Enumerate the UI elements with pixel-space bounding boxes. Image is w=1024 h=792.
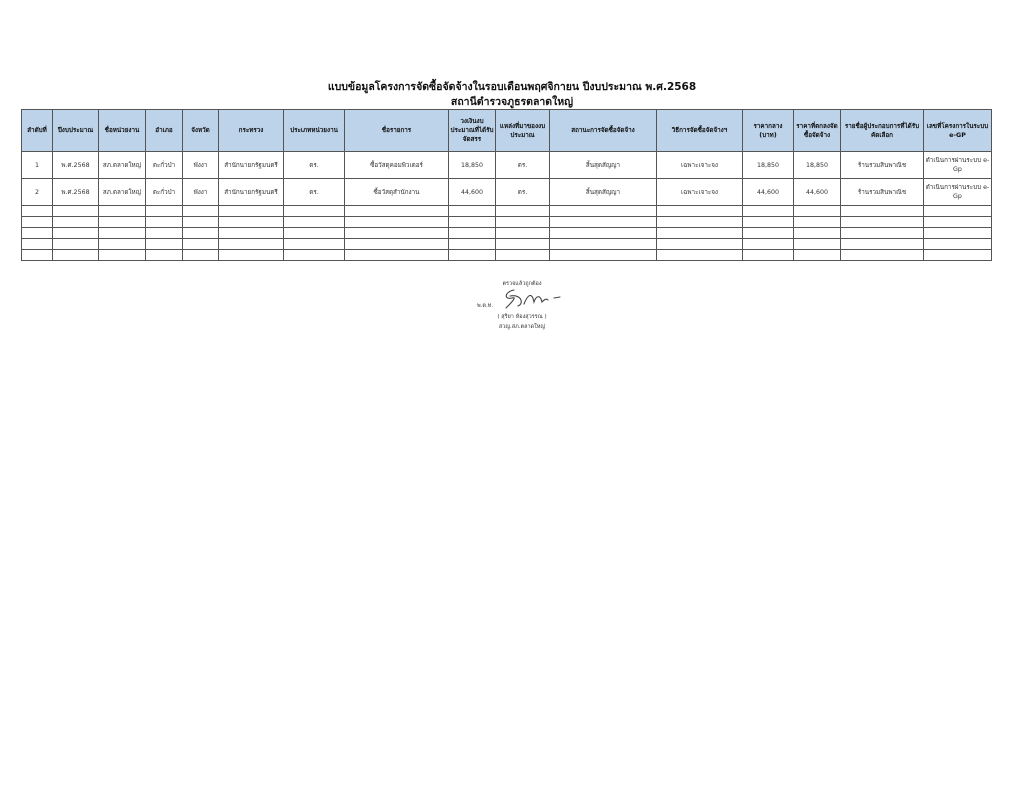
empty-cell [496, 228, 550, 239]
col-header-province: จังหวัด [183, 110, 219, 152]
empty-cell [657, 228, 743, 239]
empty-table-row [22, 228, 992, 239]
empty-cell [345, 239, 449, 250]
empty-cell [53, 206, 99, 217]
col-header-ministry: กระทรวง [219, 110, 284, 152]
empty-cell [22, 250, 53, 261]
empty-cell [449, 250, 496, 261]
empty-cell [99, 250, 146, 261]
cell-fiscal-year: พ.ศ.2568 [53, 179, 99, 206]
cell-province: พังงา [183, 152, 219, 179]
table-row [22, 179, 992, 206]
col-header-egp-number: เลขที่โครงการในระบบ e-GP [924, 110, 992, 152]
empty-cell [924, 228, 992, 239]
signature-checked-label: ตรวจแล้วถูกต้อง [502, 281, 542, 287]
empty-cell [841, 217, 924, 228]
empty-cell [345, 206, 449, 217]
signature-position: สวญ.สภ.ตลาดใหญ่ [498, 324, 546, 330]
empty-cell [219, 250, 284, 261]
empty-cell [496, 206, 550, 217]
col-header-median-price: ราคากลาง (บาท) [743, 110, 794, 152]
cell-budget: 18,850 [449, 152, 496, 179]
empty-cell [794, 217, 841, 228]
empty-cell [219, 206, 284, 217]
empty-cell [743, 217, 794, 228]
empty-cell [345, 250, 449, 261]
empty-cell [183, 228, 219, 239]
empty-cell [284, 250, 345, 261]
cell-agreed-price: 18,850 [794, 152, 841, 179]
handwritten-signature [500, 286, 570, 310]
empty-cell [550, 250, 657, 261]
cell-item-name: ซื้อวัสดุคอมพิวเตอร์ [345, 152, 449, 179]
empty-cell [53, 250, 99, 261]
empty-cell [183, 217, 219, 228]
empty-cell [841, 239, 924, 250]
empty-cell [496, 250, 550, 261]
empty-cell [99, 228, 146, 239]
empty-cell [743, 250, 794, 261]
cell-status: สิ้นสุดสัญญา [550, 152, 657, 179]
cell-no: 2 [22, 179, 53, 206]
empty-cell [146, 239, 183, 250]
empty-cell [219, 228, 284, 239]
empty-cell [53, 239, 99, 250]
empty-cell [449, 239, 496, 250]
empty-table-row [22, 239, 992, 250]
cell-ministry: สำนักนายกรัฐมนตรี [219, 152, 284, 179]
empty-cell [345, 228, 449, 239]
empty-cell [183, 250, 219, 261]
empty-rows [22, 206, 992, 261]
col-header-status: สถานะการจัดซื้อจัดจ้าง [550, 110, 657, 152]
empty-cell [146, 228, 183, 239]
document-subtitle: สถานีตำรวจภูธรตลาดใหญ่ [450, 96, 574, 108]
cell-median-price: 44,600 [743, 179, 794, 206]
empty-cell [657, 206, 743, 217]
cell-vendor: ร้านรวมสินพาณิช [841, 152, 924, 179]
empty-cell [924, 250, 992, 261]
empty-cell [99, 206, 146, 217]
empty-cell [284, 239, 345, 250]
empty-cell [22, 206, 53, 217]
empty-cell [99, 217, 146, 228]
col-header-vendor: รายชื่อผู้ประกอบการที่ได้รับคัดเลือก [841, 110, 924, 152]
cell-ministry: สำนักนายกรัฐมนตรี [219, 179, 284, 206]
col-header-budget-source: แหล่งที่มาของงบประมาณ [496, 110, 550, 152]
empty-cell [345, 217, 449, 228]
cell-egp-number: ดำเนินการผ่านระบบ e-Gp [924, 179, 992, 206]
col-header-fiscal-year: ปีงบประมาณ [53, 110, 99, 152]
procurement-table [21, 109, 992, 261]
cell-budget-source: ตร. [496, 152, 550, 179]
empty-cell [924, 239, 992, 250]
empty-cell [449, 206, 496, 217]
table-row [22, 152, 992, 179]
empty-cell [449, 228, 496, 239]
empty-cell [841, 250, 924, 261]
cell-district: ตะกั่วป่า [146, 152, 183, 179]
empty-cell [794, 206, 841, 217]
empty-cell [550, 239, 657, 250]
empty-cell [449, 217, 496, 228]
empty-cell [183, 239, 219, 250]
empty-cell [219, 217, 284, 228]
empty-cell [794, 250, 841, 261]
empty-cell [924, 217, 992, 228]
empty-cell [743, 206, 794, 217]
cell-method: เฉพาะเจาะจง [657, 179, 743, 206]
empty-cell [284, 217, 345, 228]
document-title: แบบข้อมูลโครงการจัดซื้อจัดจ้างในรอบเดือนพฤศจิกายน ปีงบประมาณ พ.ศ.2568 [327, 81, 697, 93]
col-header-method: วิธีการจัดซื้อจัดจ้างฯ [657, 110, 743, 152]
cell-agency-type: ตร. [284, 152, 345, 179]
cell-no: 1 [22, 152, 53, 179]
signature-name: ( สุริยา ห้องสุวรรณ ) [497, 314, 547, 320]
cell-item-name: ซื้อวัสดุสำนักงาน [345, 179, 449, 206]
empty-cell [657, 217, 743, 228]
empty-cell [841, 206, 924, 217]
empty-cell [743, 239, 794, 250]
empty-cell [219, 239, 284, 250]
col-header-agreed-price: ราคาที่ตกลงจัดซื้อจัดจ้าง [794, 110, 841, 152]
empty-cell [743, 228, 794, 239]
col-header-item-name: ชื่อรายการ [345, 110, 449, 152]
empty-cell [550, 217, 657, 228]
cell-method: เฉพาะเจาะจง [657, 152, 743, 179]
col-header-agency: ชื่อหน่วยงาน [99, 110, 146, 152]
empty-cell [496, 217, 550, 228]
col-header-agency-type: ประเภทหน่วยงาน [284, 110, 345, 152]
empty-cell [284, 206, 345, 217]
empty-cell [146, 206, 183, 217]
empty-cell [550, 206, 657, 217]
col-header-district: อำเภอ [146, 110, 183, 152]
cell-agency: สภ.ตลาดใหญ่ [99, 179, 146, 206]
empty-cell [550, 228, 657, 239]
empty-cell [53, 228, 99, 239]
empty-cell [99, 239, 146, 250]
cell-agency: สภ.ตลาดใหญ่ [99, 152, 146, 179]
signature-rank-prefix: พ.ต.ท. [477, 303, 494, 309]
empty-cell [794, 239, 841, 250]
cell-budget-source: ตร. [496, 179, 550, 206]
empty-table-row [22, 206, 992, 217]
cell-fiscal-year: พ.ศ.2568 [53, 152, 99, 179]
cell-vendor: ร้านรวมสินพาณิช [841, 179, 924, 206]
empty-cell [496, 239, 550, 250]
cell-agency-type: ตร. [284, 179, 345, 206]
cell-status: สิ้นสุดสัญญา [550, 179, 657, 206]
empty-cell [841, 228, 924, 239]
cell-median-price: 18,850 [743, 152, 794, 179]
empty-cell [22, 217, 53, 228]
cell-district: ตะกั่วป่า [146, 179, 183, 206]
empty-cell [22, 239, 53, 250]
cell-province: พังงา [183, 179, 219, 206]
empty-cell [22, 228, 53, 239]
cell-egp-number: ดำเนินการผ่านระบบ e-Gp [924, 152, 992, 179]
empty-cell [657, 239, 743, 250]
empty-cell [183, 206, 219, 217]
empty-table-row [22, 217, 992, 228]
cell-agreed-price: 44,600 [794, 179, 841, 206]
empty-cell [657, 250, 743, 261]
empty-table-row [22, 250, 992, 261]
cell-budget: 44,600 [449, 179, 496, 206]
empty-cell [794, 228, 841, 239]
empty-cell [284, 228, 345, 239]
empty-cell [146, 217, 183, 228]
empty-cell [924, 206, 992, 217]
col-header-budget: วงเงินงบประมาณที่ได้รับจัดสรร [449, 110, 496, 152]
col-header-no: ลำดับที่ [22, 110, 53, 152]
table-header-row [22, 110, 992, 152]
empty-cell [53, 217, 99, 228]
empty-cell [146, 250, 183, 261]
